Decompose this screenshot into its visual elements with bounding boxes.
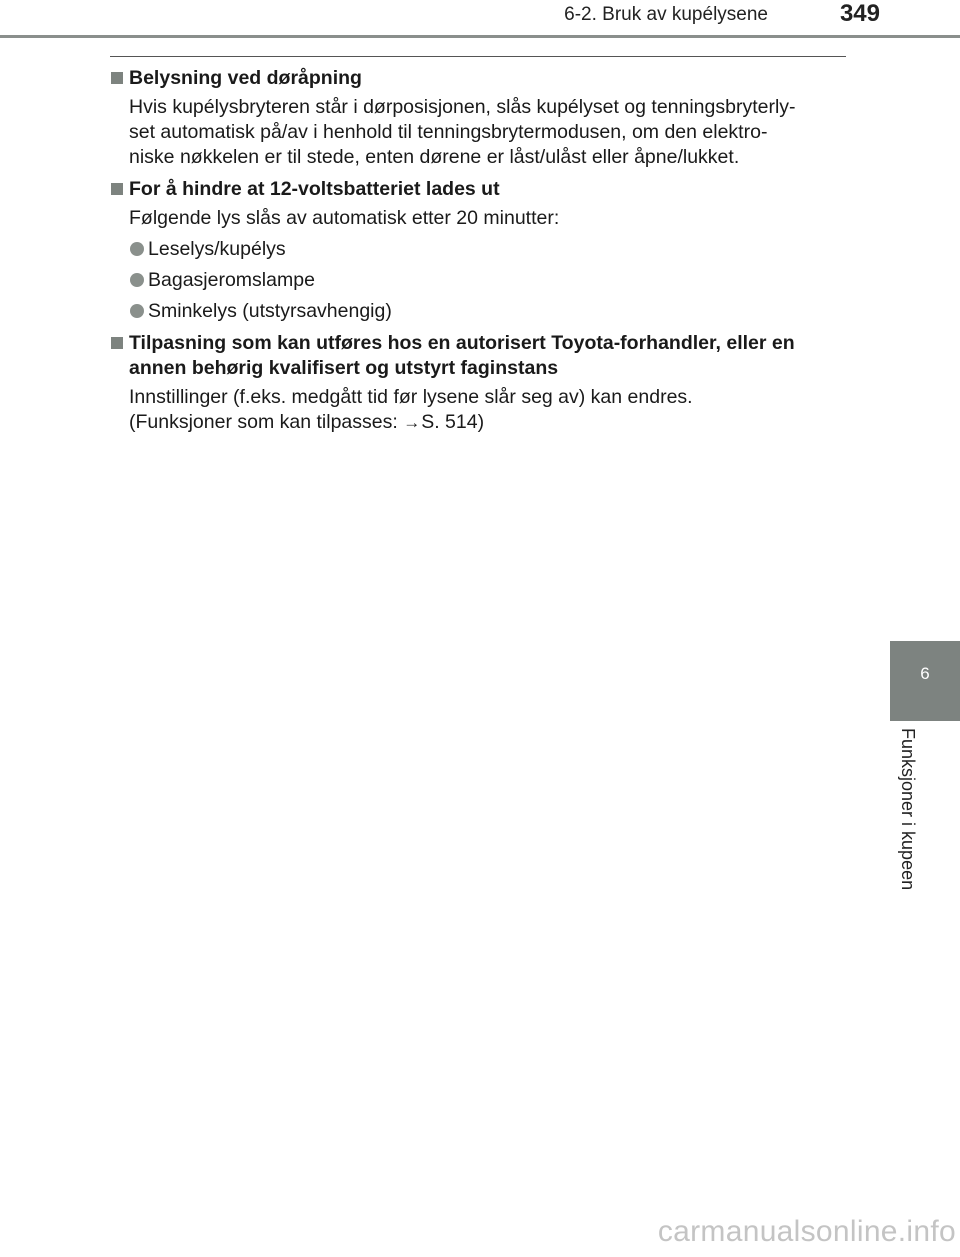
header-divider — [0, 35, 960, 38]
list-item-text: Leselys/kupélys — [148, 238, 286, 260]
section-heading-door-lighting — [110, 66, 848, 91]
list-item — [110, 268, 848, 293]
header-section-title: 6-2. Bruk av kupélysene — [564, 4, 768, 25]
body-line: Hvis kupélysbryteren står i dørposisjonen, slås kupélyset og tenningsbryterly- — [129, 96, 796, 118]
square-bullet-icon — [111, 337, 123, 349]
list-item-text: Sminkelys (utstyrsavhengig) — [148, 300, 392, 322]
body-line: Innstillinger (f.eks. medgått tid før lysene slår seg av) kan endres. — [129, 386, 693, 408]
square-bullet-icon — [111, 72, 123, 84]
section-body — [110, 95, 848, 170]
chapter-tab-label: Funksjoner i kupeen — [898, 728, 918, 891]
square-bullet-icon — [111, 183, 123, 195]
watermark: carmanualsonline.info — [657, 1215, 956, 1248]
section-heading-text: Belysning ved døråpning — [129, 67, 362, 89]
chapter-tab-number: 6 — [920, 664, 930, 683]
list-item — [110, 237, 848, 262]
body-line: set automatisk på/av i henhold til tenningsbrytermodusen, om den elektro- — [129, 121, 768, 143]
body-line: niske nøkkelen er til stede, enten dørene er låst/ulåst eller åpne/lukket. — [129, 146, 740, 168]
content-divider — [110, 56, 846, 57]
section-heading-battery — [110, 177, 848, 202]
section-heading-text: For å hindre at 12-voltsbatteriet lades ut — [129, 178, 500, 200]
circle-bullet-icon — [130, 273, 144, 287]
body-text: (Funksjoner som kan tilpasses: — [129, 411, 404, 433]
section-heading-text: Tilpasning som kan utføres hos en autorisert Toyota-forhandler, eller en — [129, 332, 795, 354]
page-reference-link[interactable]: S. 514) — [421, 411, 485, 433]
list-item — [110, 299, 848, 324]
section-heading-customization — [110, 331, 848, 381]
section-heading-text: annen behørig kvalifisert og utstyrt faginstans — [129, 357, 559, 379]
circle-bullet-icon — [130, 242, 144, 256]
circle-bullet-icon — [130, 304, 144, 318]
section-body — [110, 385, 848, 435]
list-item-text: Bagasjeromslampe — [148, 269, 315, 291]
page-number: 349 — [839, 0, 880, 27]
section-body: Følgende lys slås av automatisk etter 20 minutter: — [129, 207, 560, 229]
arrow-right-icon: → — [403, 413, 421, 432]
page-content — [110, 66, 848, 435]
body-line — [129, 410, 848, 435]
